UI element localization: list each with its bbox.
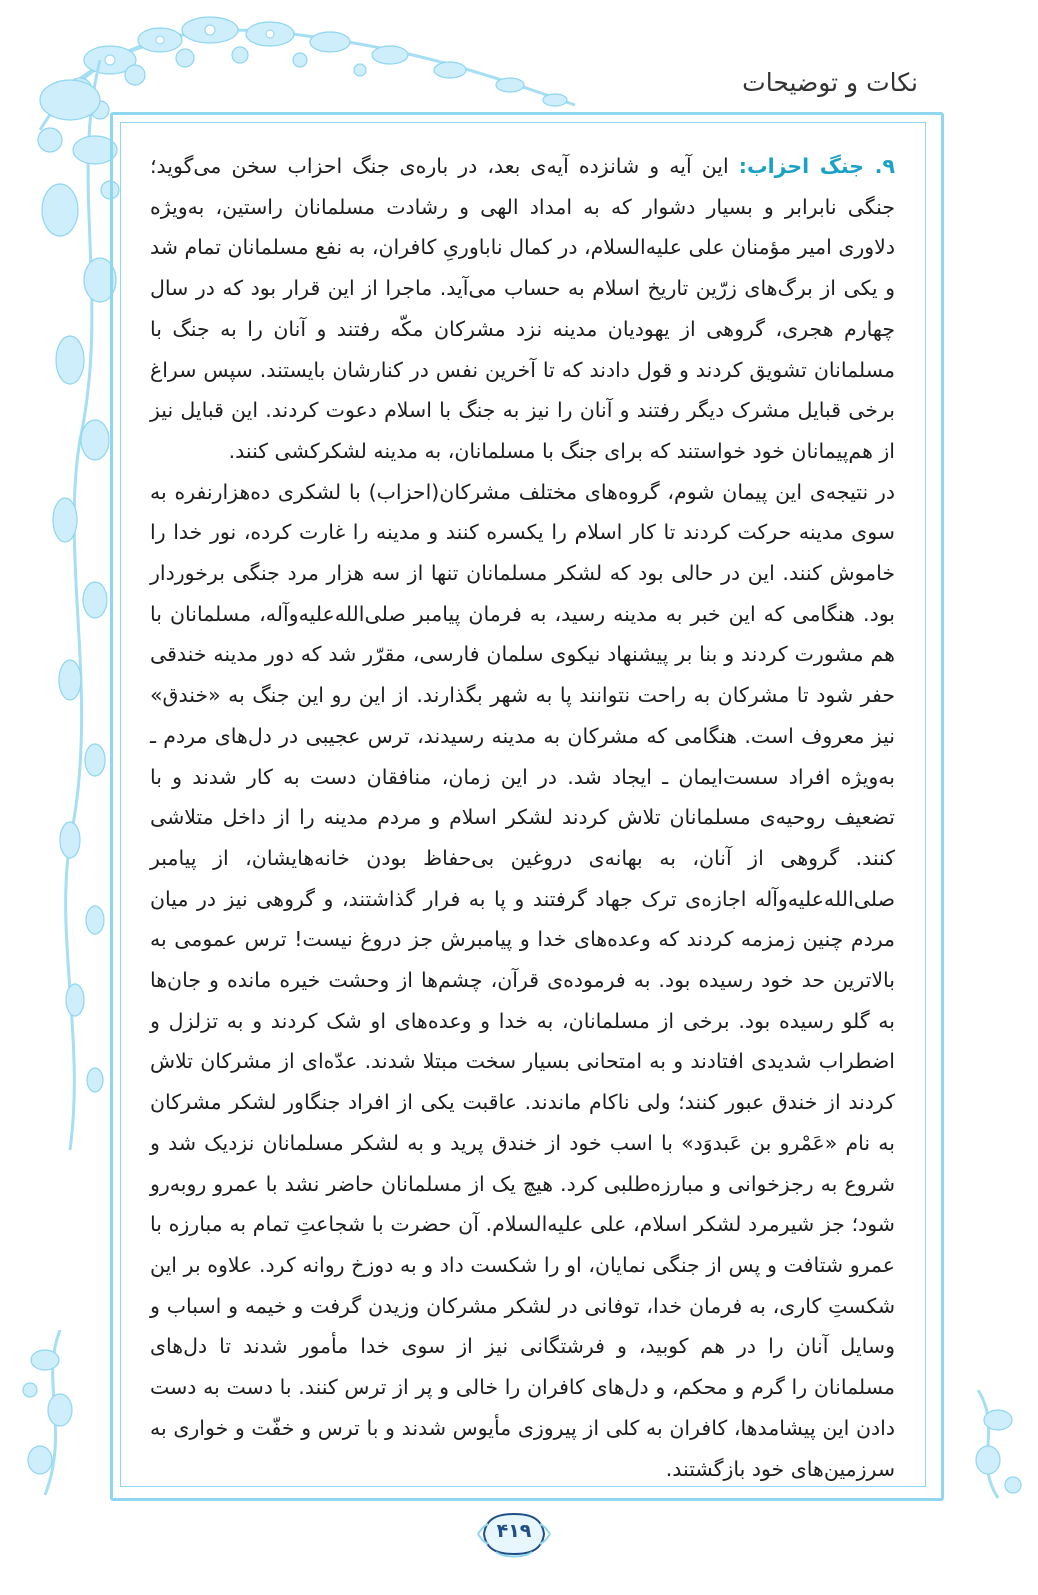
paragraph-text: این آیه و شانزده آیه‌ی بعد، در باره‌ی جنگ احزاب سخن می‌گوید؛ جنگی نابرابر و بسیار دشوار که به امداد الهی و رشادت مسلمانان راستین، به‌ویژه دلاوری امیر مؤمنان علی علیه‌السلام، در کمال ناباوریِ کافران، به نفع مسلمانان تمام شد و یکی از برگ‌های زرّین تاریخ اسلام به حساب می‌آید. ماجرا از این قرار بود که در سال چهارم هجری، گروهی از یهودیان مدینه نزد مشرکان مکّه رفتند و آنان را به جنگ با مسلمانان تشویق کردند و قول دادند که تا آخرین نفس در کنارشان بایستند. سپس سراغ برخی قبایل مشرک دیگر رفتند و آنان را نیز به جنگ با اسلام دعوت کردند. این قبایل نیز از هم‌پیمانان خود خواستند که برای جنگ با مسلمانان، به مدینه لشکرکشی کنند.: [150, 154, 895, 463]
floral-ornament-icon: [0, 1330, 90, 1500]
page-number: ۴۱۹: [496, 1520, 532, 1542]
paragraph: [150, 146, 895, 472]
page-header-title: نکات و توضیحات: [742, 68, 918, 97]
floral-ornament-icon: [958, 1390, 1038, 1500]
paragraph: در نتیجه‌ی این پیمان شوم، گروه‌های مختلف مشرکان(احزاب) با لشکری ده‌هزارنفره به سوی مدینه حرکت کردند تا کار اسلام را یکسره کنند و مدینه را غارت کرده، نور خدا را خاموش کنند. این در حالی بود که لشکر مسلمانان تنها از سه هزار مرد جنگی برخوردار بود. هنگامی که این خبر به مدینه رسید، به فرمان پیامبر صلی‌الله‌علیه‌وآله، مسلمانان با هم مشورت کردند و بنا بر پیشنهاد نیکوی سلمان فارسی، مقرّر شد که دور مدینه خندقی حفر شود تا مشرکان به راحت نتوانند پا به شهر بگذارند. از این رو این جنگ به «خندق» نیز معروف است. هنگامی که مشرکان به مدینه رسیدند، ترس عجیبی در دل‌های مردم ـ به‌ویژه افراد سست‌ایمان ـ ایجاد شد. در این زمان، منافقان دست به کار شدند و با تضعیف روحیه‌ی مسلمانان تلاش کردند لشکر اسلام و مردم مدینه را از داخل متلاشی کنند. گروهی از آنان، به بهانه‌ی دروغین بی‌حفاظ بودن خانه‌هایشان، از پیامبر صلی‌الله‌علیه‌وآله اجازه‌ی ترک جهاد گرفتند و پا به فرار گذاشتند، و گروهی نیز در میان مردم چنین زمزمه کردند که وعده‌های خدا و پیامبرش جز دروغ نیست! ترس عمومی به بالاترین حد خود رسیده بود. به فرموده‌ی قرآن، چشم‌ها از وحشت خیره مانده و جان‌ها به گلو رسیده بود. برخی از مسلمانان، به خدا و وعده‌های او شک کردند و به تزلزل و اضطراب شدیدی افتادند و به امتحانی بسیار سخت مبتلا شدند. عدّه‌ای از مشرکان تلاش کردند از خندق عبور کنند؛ ولی ناکام ماندند. عاقبت یکی از افراد جنگاور لشکر مشرکان به نام «عَمْرو بن عَبدوَد» با اسب خود از خندق پرید و به لشکر مسلمانان نزدیک شد و شروع به رجزخوانی و مبارزه‌طلبی کرد. هیچ یک از مسلمانان حاضر نشد با عمرو روبه‌رو شود؛ جز شیرمرد لشکر اسلام، علی علیه‌السلام. آن حضرت با شجاعتِ تمام به مبارزه با عمرو شتافت و پس از جنگی نمایان، او را شکست داد و به دوزخ روانه کرد. علاوه بر این شکستِ کاری، به فرمان خدا، توفانی در لشکر مشرکان وزیدن گرفت و خیمه و اسباب و وسایل آنان را در هم کوبید، و فرشتگانی نیز از سوی خدا مأمور شدند تا دل‌های مسلمانان را گرم و محکم، و دل‌های کافران را خالی و پر از ترس کنند. با دست به دست دادن این پیشامدها، کافران به کلی از پیروزی مأیوس شدند و با ترس و خفّت و خواری به سرزمین‌های خود بازگشتند.: [150, 479, 895, 1481]
section-heading: ۹. جنگ احزاب:: [738, 154, 895, 178]
note-body: [150, 146, 895, 1489]
